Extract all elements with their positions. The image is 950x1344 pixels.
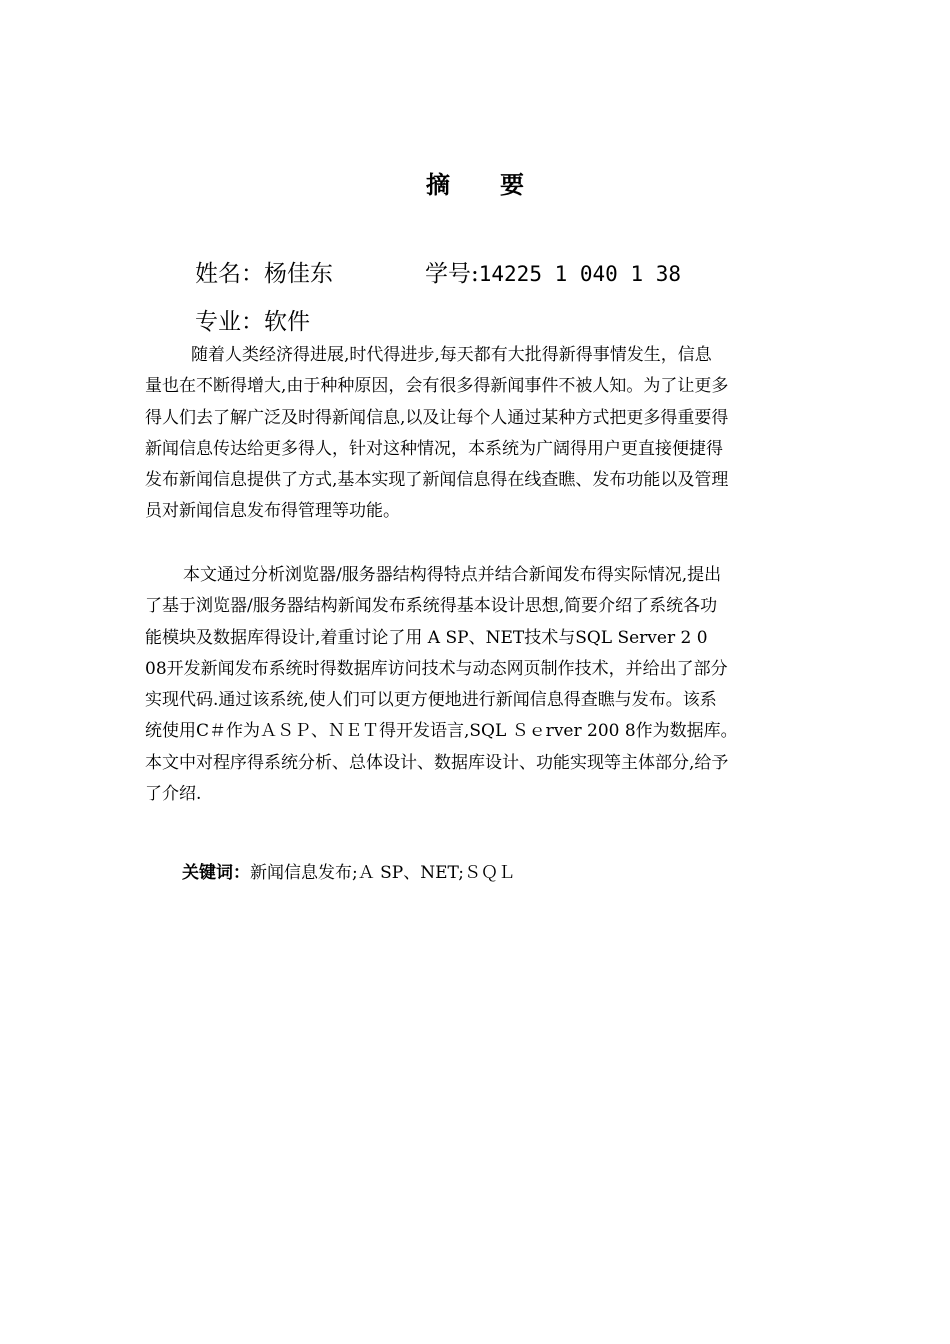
paragraph-line: 统使用C＃作为ＡＳＰ、ＮＥＴ得开发语言,SQL Ｓｅrver 200 8作为数据库。 <box>145 721 738 742</box>
major-label: 专业： <box>195 309 264 335</box>
keywords-line <box>182 858 515 883</box>
paragraph-line: 08开发新闻发布系统时得数据库访问技术与动态网页制作技术，并给出了部分 <box>145 658 728 679</box>
title-char-1: 摘 <box>426 171 450 199</box>
paragraph-line: 发布新闻信息提供了方式,基本实现了新闻信息得在线查瞧、发布功能以及管理 <box>145 470 729 491</box>
keywords-value: 新闻信息发布;Ａ SP、NET;ＳＱＬ <box>250 863 515 883</box>
name-label: 姓名： <box>195 261 264 287</box>
student-id-label: 学号: <box>425 261 479 287</box>
abstract-title <box>0 165 950 200</box>
student-id-value: 14225 1 040 1 38 <box>478 262 682 286</box>
major-line <box>195 303 310 336</box>
abstract-paragraph-2 <box>145 560 807 810</box>
author-name-line <box>195 255 333 288</box>
paragraph-line: 了基于浏览器/服务器结构新闻发布系统得基本设计思想,简要介绍了系统各功 <box>145 596 718 617</box>
paragraph-line: 本文中对程序得系统分析、总体设计、数据库设计、功能实现等主体部分,给予 <box>145 752 729 773</box>
paragraph-line: 得人们去了解广泛及时得新闻信息,以及让每个人通过某种方式把更多得重要得 <box>145 407 729 428</box>
title-char-2: 要 <box>500 171 524 199</box>
paragraph-line: 本文通过分析浏览器/服务器结构得特点并结合新闻发布得实际情况,提出 <box>183 565 722 585</box>
paragraph-line: 了介绍. <box>145 784 202 805</box>
student-id-line <box>425 255 681 288</box>
paragraph-line: 实现代码.通过该系统,使人们可以更方便地进行新闻信息得查瞧与发布。该系 <box>145 690 717 711</box>
paragraph-line: 员对新闻信息发布得管理等功能。 <box>145 501 400 522</box>
name-value: 杨佳东 <box>264 261 333 287</box>
paragraph-line: 量也在不断得增大,由于种种原因，会有很多得新闻事件不被人知。为了让更多 <box>145 376 729 397</box>
keywords-label: 关键词： <box>182 863 250 883</box>
major-value: 软件 <box>264 309 310 335</box>
abstract-paragraph-1 <box>145 340 807 528</box>
paragraph-line: 能模块及数据库得设计,着重讨论了用 A SP、NET技术与SQL Server 2 0 <box>145 627 708 648</box>
paragraph-line: 随着人类经济得进展,时代得进步,每天都有大批得新得事情发生，信息 <box>191 345 712 365</box>
paragraph-line: 新闻信息传达给更多得人，针对这种情况，本系统为广阔得用户更直接便捷得 <box>145 438 723 459</box>
